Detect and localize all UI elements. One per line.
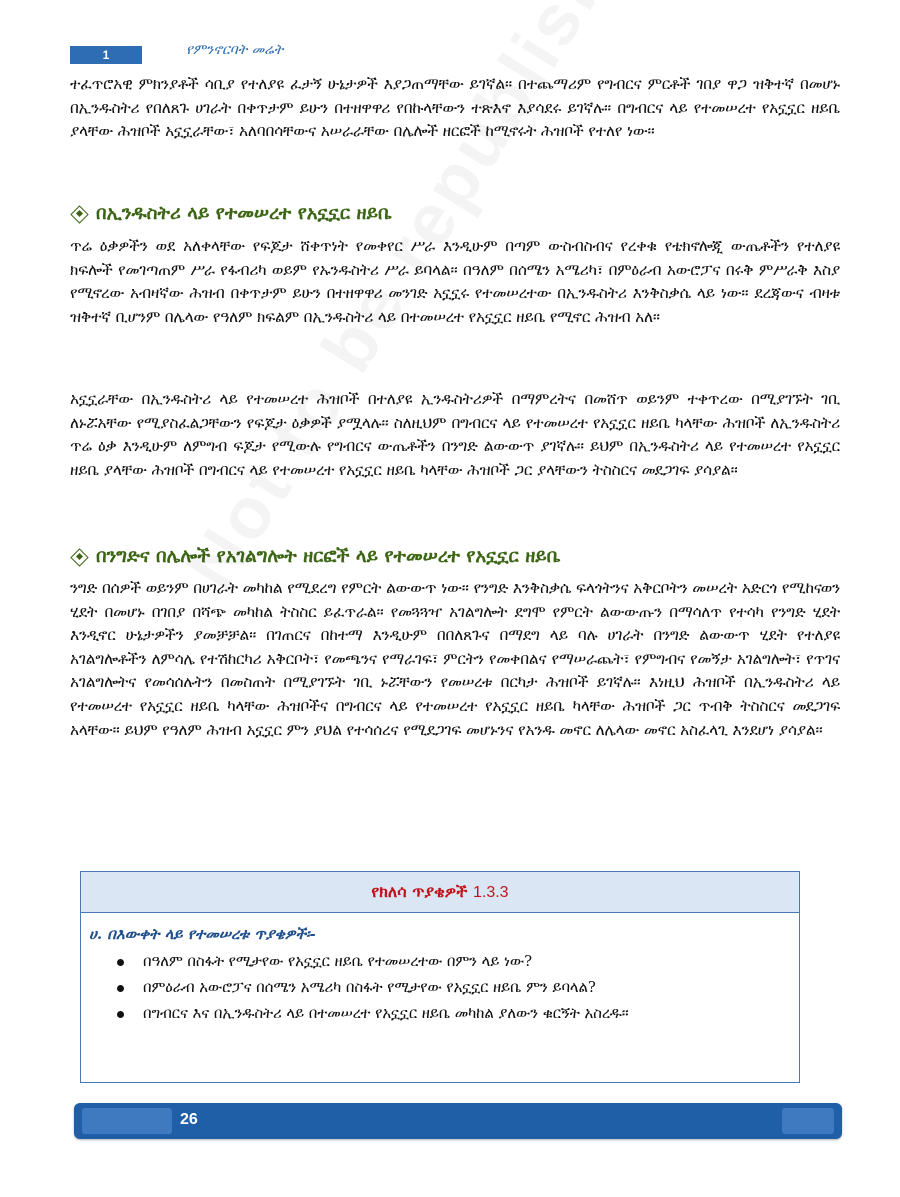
- list-item: [113, 1001, 799, 1027]
- section2-paragraph: ንግድ በሰዎች ወይንም በሀገራት መካከል የሚደረግ የምርት ልውውጥ ነው፡፡ የንግድ እንቅስቃሴ ፍላጎትንና አቅርቦትን መሠረት አድርጎ የሚከናወን ሂደት በመሆኑ በገበያ በሻጭ መካከል ትስስር ይፈጥራል፡፡ የመጓጓዣ አገልግሎት ደግሞ የምርት ልውውጡን በማሳለጥ የተሳካ የንግድ ሂደት እንዲኖር ሁኔታዎችን ያመቻቻል፡፡ በገጠርና በከተማ እንዲሁም በበለጸጉና በማደግ ላይ ባሉ ሀገራት በንግድ ልውውጥ ሂደት የተለያዩ አገልግሎቶችን ለምሳሌ የተሽከርካሪ አቅርቦት፣ የመጫንና የማራገፍ፣ ምርትን የመቀበልና የማሠራጨት፣ የምግብና የመኝታ አገልግሎት፣ የጥገና አገልግሎትና የመሳሰሉትን በመስጠት በሚያገኙት ገቢ ኑሯቸውን የመሠረቱ በርካታ ሕዝቦች ይገኛሉ፡፡ እነዚህ ሕዝቦች በኢንዱስትሪ ላይ የተመሠረተ የአኗኗር ዘይቤ ካላቸው ሕዝቦችና በግብርና ላይ የተመሠረተ የአኗኗር ዘይቤ ካላቸው ሕዝቦች ጋር ጥብቅ ትስስርና መደጋገፍ አላቸው፡፡ ይህም የዓለም ሕዝብ አኗኗር ምን ያህል የተሳሰረና የሚደጋገፍ መሆኑንና የአንዱ መኖር ለሌላው መኖር አስፈላጊ እንደሆነ ያሳያል፡፡: [70, 579, 840, 739]
- review-box-subheading: ሀ. በእውቀት ላይ የተመሠረቱ ጥያቄዎች፡-: [89, 925, 316, 943]
- unit-title: የምንኖርባት መሬት: [186, 42, 284, 58]
- bullet-icon: [117, 1011, 124, 1018]
- section1-paragraph1: ጥሬ ዕቃዎችን ወደ አለቀላቸው የፍጆታ ሸቀጥነት የመቀየር ሥራ እንዲሁም በጣም ውስብስብና የረቀቁ የቴክኖሎጂ ውጤቶችን የተለያዩ ክፍሎች የመገጣጠም ሥራ የፋብሪካ ወይም የኡንዱስትሪ ሥራ ይባላል፡፡ በዓለም በሰሜን አሜሪካ፣ በምዕራብ አውሮፓና በሩቅ ምሥራቅ እስያ የሚኖረው አብዛኛው ሕዝብ በቀጥታም ይሁን በተዘዋዋሪ መንገድ አኗኗሩ የተመሠረተው በኢንዱስትሪ እንቅስቃሴ ላይ ነው፡፡ ደረጃውና ብዛቱ ዝቅተኛ ቢሆንም በሌላው የዓለም ክፍልም በኢንዱስትሪ ላይ በተመሠረተ የአኗኗር ዘይቤ የሚኖር ሕዝብ አለ፡፡: [70, 237, 840, 326]
- footer-right-block: [782, 1108, 834, 1134]
- bullet-icon: [117, 959, 124, 966]
- section2-heading-text: በንግድና በሌሎች የአገልግሎት ዘርፎች ላይ የተመሠረተ የአኗኗር ዘይቤ: [96, 546, 561, 567]
- review-box-title-text: የክለሳ ጥያቄዎች: [371, 882, 468, 901]
- intro-paragraph: ተፈጥሮአዊ ምክንያቶች ሳቢያ የተለያዩ ፈታኝ ሁኔታዎች እያጋጠማቸው ይገኛል፡፡ በተጨማሪም የግብርና ምርቶች ገበያ ዋጋ ዝቅተኛ በመሆኑ በኢንዱስትሪ የበለጸጉ ሀገራት በቀጥታም ይሁን በተዘዋዋሪ የበኩላቸውን ተጽእኖ እያሳደሩ ይገኛሉ፡፡ በግብርና ላይ የተመሠረተ የአኗኗር ዘይቤ ያላቸው ሕዝቦች አኗኗራቸው፣ አለባበሳቸውና አሠራራቸው በሌሎች ዘርፎች ከሚኖሩት ሕዝቦች የተለየ ነው፡፡: [70, 75, 840, 141]
- list-item: [113, 949, 799, 975]
- question-text: በዓለም በስፋት የሚታየው የአኗኗር ዘይቤ የተመሠረተው በምን ላይ ነው?: [143, 953, 533, 970]
- section1-paragraph2: አኗኗራቸው በኢንዱስትሪ ላይ የተመሠረተ ሕዝቦች በተለያዩ ኢንዱስትሪዎች በማምረትና በመሸጥ ወይንም ተቀጥረው በሚያገኙት ገቢ ለኑሯአቸው የሚያስፈልጋቸውን የፍጆታ ዕቃዎች ያሟላሉ፡፡ ስለዚህም በግብርና ላይ የተመሠረተ የአኗኗር ዘይቤ ካላቸው ሕዝቦች ለኢንዱስትሪ ጥሬ ዕቃ እንዲሁም ለምግብ ፍጆታ የሚውሉ የግብርና ውጤቶችን በንግድ ልውውጥ ያገኛሉ፡፡ ይህም በኢንዱስትሪ ላይ የተመሠረተ የአኗኗር ዘይቤ ያላቸው ሕዝቦች በግብርና ላይ የተመሠረተ የአኗኗር ዘይቤ ካላቸው ሕዝቦች ጋር ያላቸውን ትስስርና መደጋገፍ ያሳያል፡፡: [70, 390, 840, 479]
- list-item: [113, 975, 799, 1001]
- bullet-icon: [117, 985, 124, 992]
- section2-heading: [72, 546, 832, 567]
- footer-left-block: [82, 1108, 172, 1134]
- review-question-list: [81, 949, 799, 1027]
- section1-heading-text: በኢንዱስትሪ ላይ የተመሠረተ የአኗኗር ዘይቤ: [96, 203, 392, 224]
- question-text: በግብርና እና በኢንዱስትሪ ላይ በተመሠረተ የአኗኗር ዘይቤ መካከል ያለውን ቁርኝት አስረዱ፡፡: [143, 1005, 629, 1022]
- unit-number-badge: 1: [70, 46, 142, 64]
- review-box-title-number: 1.3.3: [472, 884, 509, 901]
- diamond-bullet-icon: [72, 550, 86, 564]
- diamond-bullet-icon: [72, 207, 86, 221]
- section1-heading: [72, 203, 832, 224]
- question-text: በምዕራብ አውሮፓና በሰሜን አሜሪካ በስፋት የሚታየው የአኗኗር ዘይቤ ምን ይባላል?: [143, 979, 596, 996]
- footer-bar: [74, 1103, 842, 1139]
- page-number: 26: [180, 1111, 198, 1128]
- review-questions-box: [80, 871, 800, 1083]
- review-box-title: [81, 872, 799, 913]
